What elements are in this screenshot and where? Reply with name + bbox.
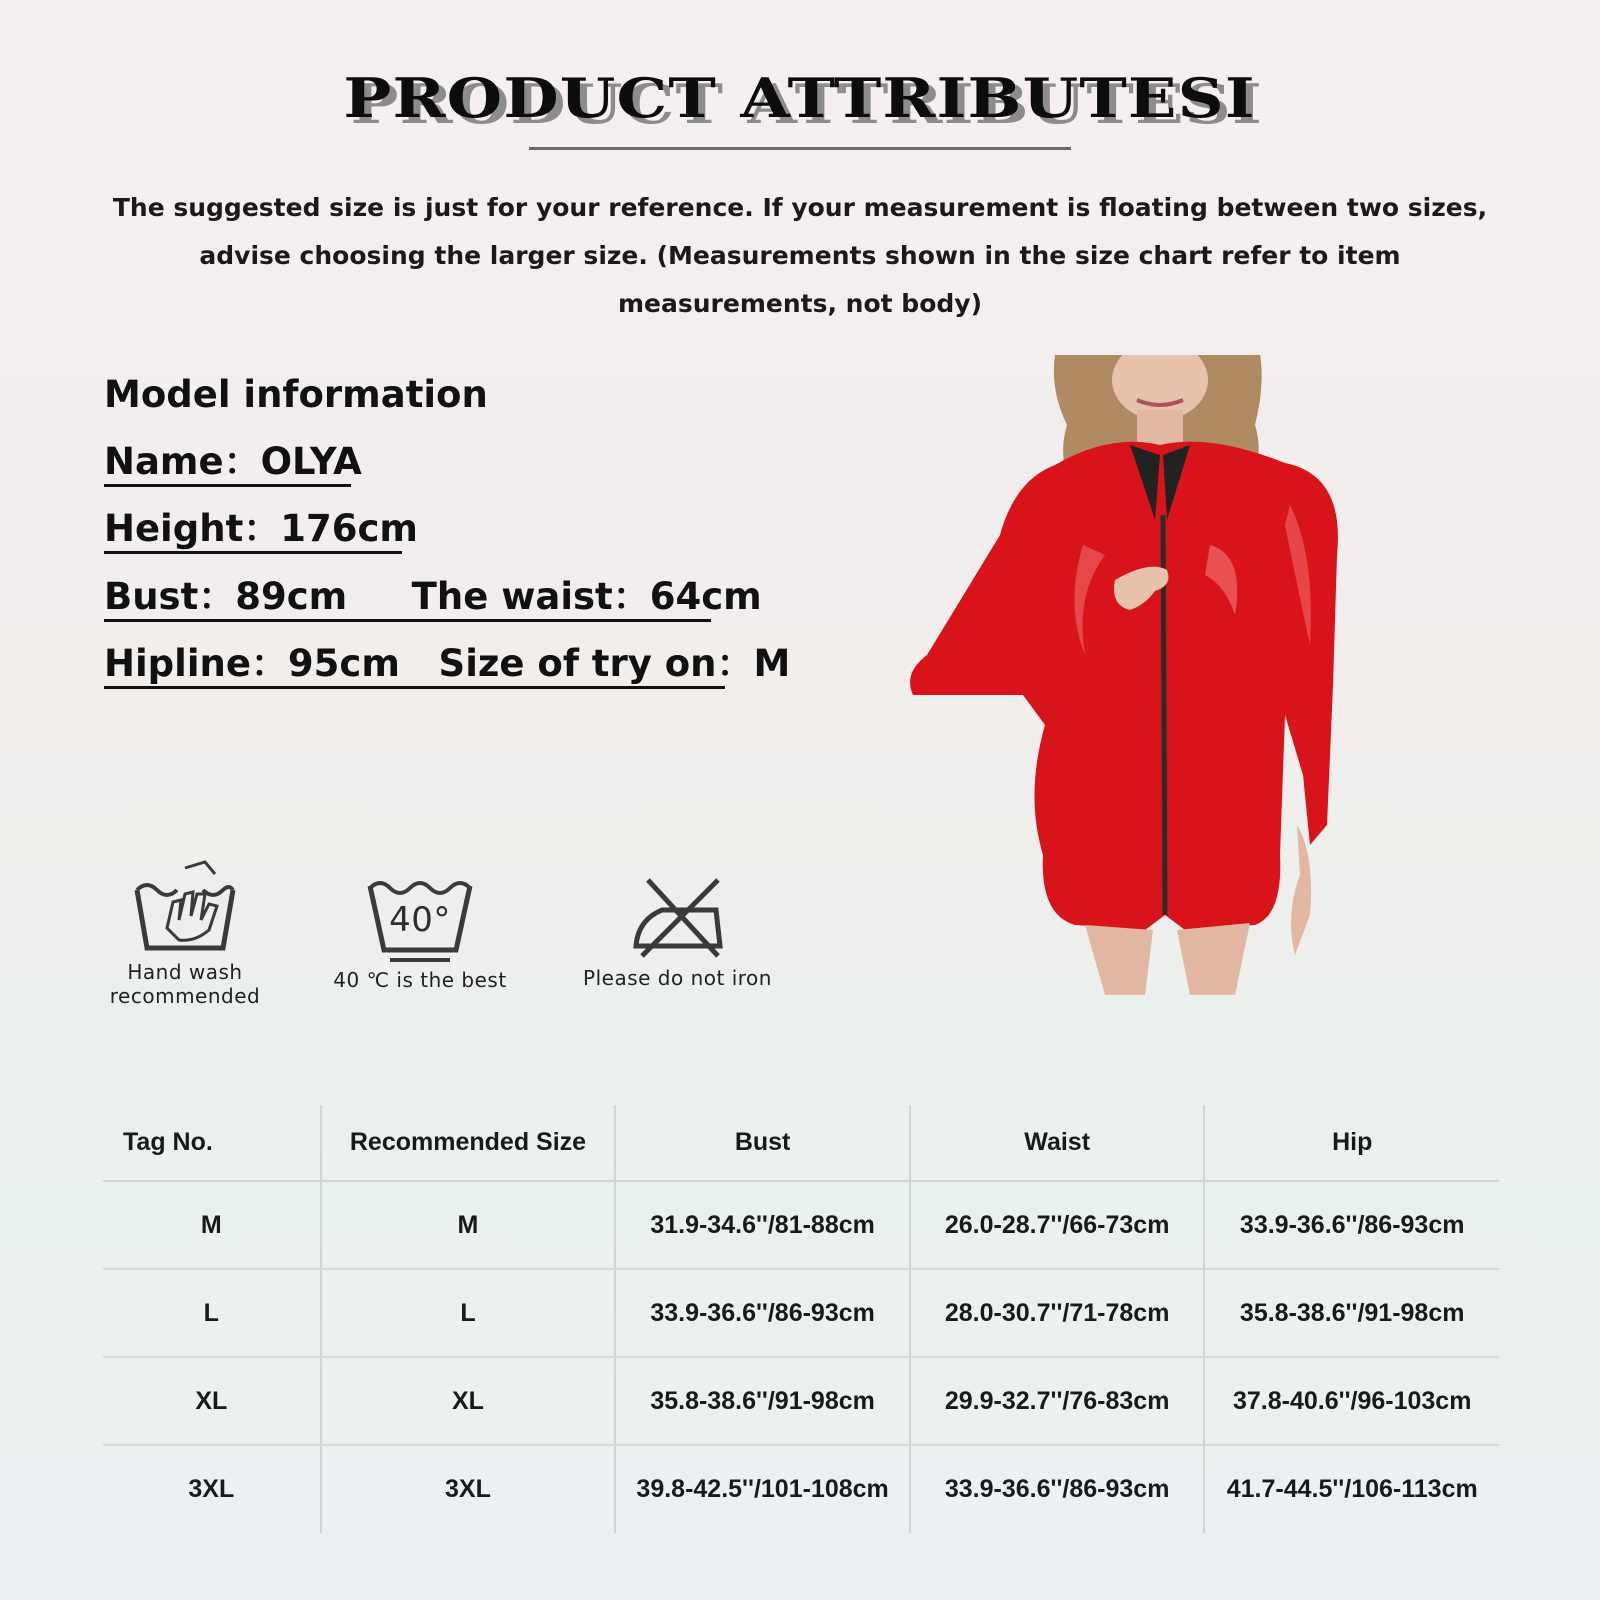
- header-waist: Waist: [910, 1105, 1205, 1181]
- header-recommended-size: Recommended Size: [321, 1105, 616, 1181]
- page-title: PRODUCT ATTRIBUTESI: [343, 66, 1257, 130]
- cell-bust: 39.8-42.5''/101-108cm: [615, 1445, 910, 1533]
- model-hip-size: Hipline：95cm Size of try on：M: [104, 642, 725, 689]
- cell-tag: L: [103, 1269, 321, 1357]
- cell-bust: 33.9-36.6''/86-93cm: [615, 1269, 910, 1357]
- cell-recommended: 3XL: [321, 1445, 616, 1533]
- cell-waist: 26.0-28.7''/66-73cm: [910, 1181, 1205, 1269]
- cell-tag: XL: [103, 1357, 321, 1445]
- size-notice: [110, 184, 1490, 328]
- model-heading: Model information: [104, 373, 488, 416]
- model-bust-waist: Bust：89cm The waist：64cm: [104, 575, 711, 622]
- cell-bust: 31.9-34.6''/81-88cm: [615, 1181, 910, 1269]
- model-height: Height：176cm: [104, 507, 402, 554]
- cell-recommended: M: [321, 1181, 616, 1269]
- cell-hip: 37.8-40.6''/96-103cm: [1204, 1357, 1499, 1445]
- title-underline: [529, 147, 1071, 150]
- cell-hip: 41.7-44.5''/106-113cm: [1204, 1445, 1499, 1533]
- cell-waist: 29.9-32.7''/76-83cm: [910, 1357, 1205, 1445]
- cell-recommended: XL: [321, 1357, 616, 1445]
- cell-waist: 33.9-36.6''/86-93cm: [910, 1445, 1205, 1533]
- cell-hip: 35.8-38.6''/91-98cm: [1204, 1269, 1499, 1357]
- header-bust: Bust: [615, 1105, 910, 1181]
- garment-shape: [910, 442, 1338, 930]
- table-row: [103, 1445, 1499, 1533]
- product-photo: [905, 355, 1375, 995]
- wash-40-icon: [360, 874, 480, 962]
- cell-tag: M: [103, 1181, 321, 1269]
- wash-40-label: 40 ℃ is the best: [333, 968, 507, 992]
- table-header-row: [103, 1105, 1499, 1181]
- notice-line-2: advise choosing the larger size. (Measurements shown in the size chart refer to item: [199, 241, 1401, 270]
- header-hip: Hip: [1204, 1105, 1499, 1181]
- table-row: [103, 1357, 1499, 1445]
- no-iron-icon: [628, 876, 728, 960]
- wash-40-badge: 40°: [389, 900, 451, 940]
- size-chart-table: [103, 1105, 1499, 1533]
- table-row: [103, 1269, 1499, 1357]
- cell-tag: 3XL: [188, 1475, 235, 1503]
- hand-wash-label-2: recommended: [109, 984, 261, 1008]
- title-block: [0, 66, 1600, 130]
- model-information: [104, 370, 488, 420]
- cell-bust: 35.8-38.6''/91-98cm: [615, 1357, 910, 1445]
- notice-line-3: measurements, not body): [618, 289, 982, 318]
- header-tag-no: Tag No.: [103, 1105, 321, 1181]
- hand-wash-label-1: Hand wash: [127, 960, 243, 984]
- care-hand-wash: [100, 860, 270, 1008]
- table-row: [103, 1181, 1499, 1269]
- notice-line-1: The suggested size is just for your reference. If your measurement is floating between two sizes,: [112, 193, 1488, 222]
- care-wash-40: [330, 874, 510, 992]
- no-iron-label: Please do not iron: [583, 966, 772, 990]
- model-name: Name：OLYA: [104, 440, 351, 487]
- cell-hip: 33.9-36.6''/86-93cm: [1204, 1181, 1499, 1269]
- cell-waist: 28.0-30.7''/71-78cm: [910, 1269, 1205, 1357]
- cell-recommended: L: [321, 1269, 616, 1357]
- hand-wash-icon: [125, 860, 245, 960]
- care-no-iron: [570, 876, 785, 990]
